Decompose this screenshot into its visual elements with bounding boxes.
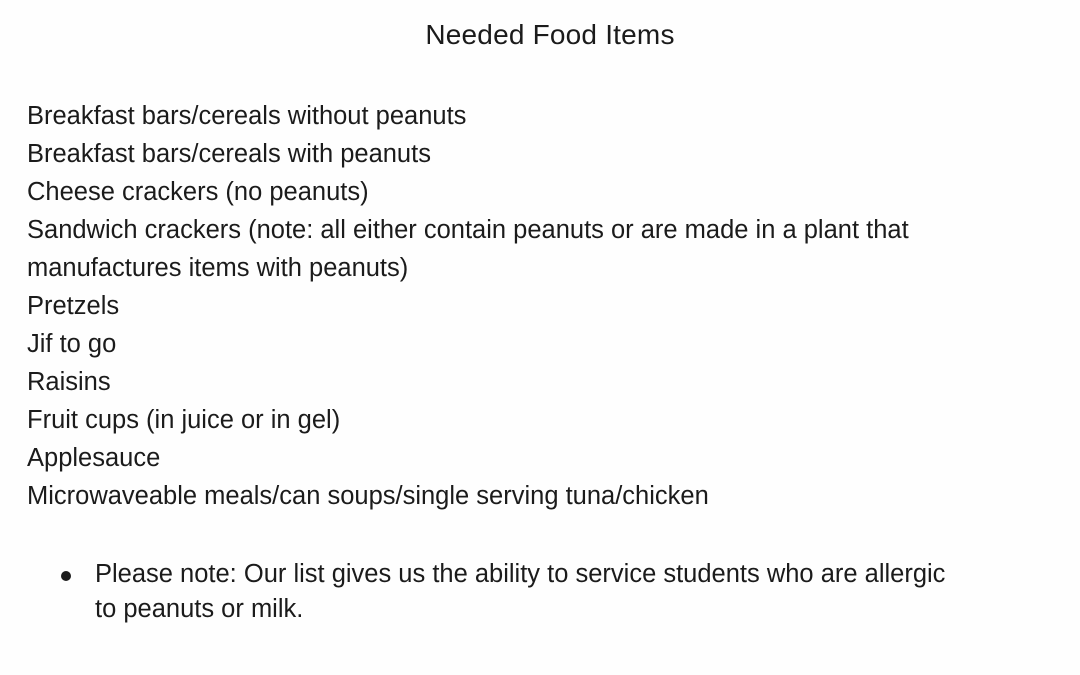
food-items-list (27, 97, 1067, 515)
list-item: Cheese crackers (no peanuts) (27, 178, 369, 206)
list-item: Pretzels (27, 292, 120, 320)
note-text-line-1: Please note: Our list gives us the ability to service students who are allergic (95, 560, 946, 588)
list-item: Raisins (27, 368, 111, 396)
list-item: Sandwich crackers (note: all either contain peanuts or are made in a plant that (27, 216, 909, 244)
list-item: Microwaveable meals/can soups/single serving tuna/chicken (27, 482, 709, 510)
notes-list (58, 557, 1058, 627)
list-item: Breakfast bars/cereals with peanuts (27, 140, 431, 168)
page-title: Needed Food Items (425, 19, 675, 50)
list-item: Applesauce (27, 444, 161, 472)
list-item: Fruit cups (in juice or in gel) (27, 406, 341, 434)
list-item-continuation: manufactures items with peanuts) (27, 254, 409, 282)
list-item: Jif to go (27, 330, 117, 358)
note-text-line-2: to peanuts or milk. (95, 595, 304, 623)
note-item (58, 557, 1058, 627)
bullet-icon (61, 571, 71, 581)
list-item: Breakfast bars/cereals without peanuts (27, 102, 467, 130)
